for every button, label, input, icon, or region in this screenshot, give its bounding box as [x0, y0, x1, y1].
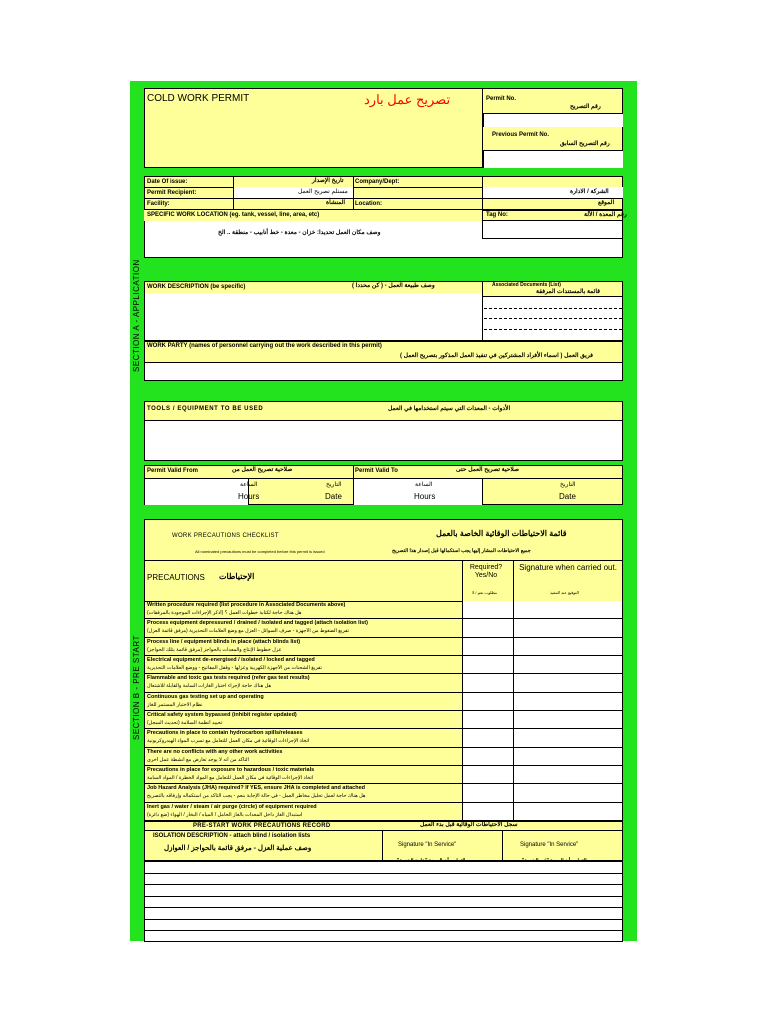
- precaution-text: Flammable and toxic gas tests required (refer gas test results): [147, 675, 310, 682]
- precaution-text: Precautions in place to contain hydrocarbon spills/releases: [147, 730, 303, 737]
- checklist-row: [144, 693, 623, 711]
- location-ar: الموقع: [598, 200, 615, 206]
- checklist-note-ar: جميع الاحتياطات المشار إليها يجب استكمالها قبل إصدار هذا التصريح: [392, 548, 531, 554]
- precaution-text: Written procedure required (list procedure in Associated Documents above): [147, 602, 346, 608]
- valid-from-ar: صلاحية تصريح العمل من: [232, 467, 293, 473]
- precautions-heading: PRECAUTIONS: [147, 573, 205, 582]
- date-1: Date: [325, 492, 342, 501]
- company-ar: الشركة / الادارة: [570, 189, 609, 195]
- section-b-label: SECTION B - PRE START: [132, 635, 141, 740]
- signature-cell[interactable]: [514, 619, 622, 636]
- record-title: PRE-START WORK PRECAUTIONS RECORD: [193, 823, 331, 829]
- precaution-text: Process line / equipment blinds in place (attach blinds list): [147, 638, 301, 645]
- precaution-text: Electrical equipment de-energised / isolated / locked and tagged: [147, 657, 315, 663]
- checklist-row: [144, 784, 623, 802]
- date-issue-label: Date Of issue:: [147, 179, 188, 185]
- required-cell[interactable]: [463, 711, 513, 728]
- assoc-docs-label: Associated Documents (List): [492, 282, 561, 288]
- title-ar: تصريح عمل بارد: [364, 92, 451, 107]
- precaution-text: Process equipment depressured / drained / isolated and tagged (attach isolation list): [147, 620, 368, 627]
- date-issue-ar: تاريخ الإصدار: [312, 178, 344, 184]
- required-cell[interactable]: [463, 656, 513, 673]
- company-label: Company/Dept:: [355, 179, 400, 185]
- prev-permit-ar: رقم التصريح السابق: [560, 141, 610, 147]
- record-line: [144, 907, 623, 908]
- work-description-label: WORK DESCRIPTION (be specific): [147, 284, 246, 290]
- tag-no-label: Tag No:: [486, 212, 508, 218]
- signature-cell[interactable]: [514, 748, 622, 765]
- record-title-ar: سجل الاحتياطات الوقائية قبل بدء العمل: [420, 822, 518, 828]
- location-label: Location:: [355, 201, 382, 207]
- signature-cell[interactable]: [514, 766, 622, 783]
- recipient-ar: مستلم تصريح العمل: [298, 189, 348, 195]
- valid-from-label: Permit Valid From: [147, 468, 199, 474]
- title-en: COLD WORK PERMIT: [147, 93, 250, 104]
- required-cell[interactable]: [463, 693, 513, 710]
- date-ar-1: التاريخ: [326, 482, 342, 488]
- work-party-label: WORK PARTY (names of personnel carrying out the work described in this permit): [147, 343, 382, 349]
- precaution-text-ar: هل هناك حاجة لعمل تحليل مخاطر العمل - في حالة الإجابة بنعم - يجب التأكد من استكماله وإرفاقه بالتصريح: [147, 793, 366, 800]
- record-line: [144, 919, 623, 920]
- precaution-text-ar: تفريغ الشحنات من الأجهزة الكهربية وعزلها - وقفل المفاتيح - ووضع العلامات التحذيرية: [147, 665, 322, 671]
- date-ar-2: التاريخ: [560, 482, 576, 488]
- prev-permit-label: Previous Permit No.: [492, 132, 550, 138]
- required-cell[interactable]: [463, 803, 513, 820]
- isolation-label: ISOLATION DESCRIPTION - attach blind / isolation lists: [153, 833, 311, 839]
- required-cell[interactable]: [463, 619, 513, 636]
- signature-cell[interactable]: [514, 729, 622, 746]
- required-cell[interactable]: [463, 784, 513, 801]
- signature-cell[interactable]: [514, 693, 622, 710]
- prev-permit-field[interactable]: [483, 150, 623, 168]
- specific-location-label: SPECIFIC WORK LOCATION (eg. tank, vessel, line, area, etc): [147, 212, 320, 218]
- required-cell[interactable]: [463, 748, 513, 765]
- precaution-text-ar: هل هناك حاجة لكتابة خطوات العمل ؟ (أذكر الإجراءات الموجودة بالمرفقات): [147, 610, 302, 616]
- recipient-label: Permit Recipient:: [147, 190, 197, 196]
- work-party-ar: فريق العمل ( اسماء الأفراد المشتركين في تنفيذ العمل المذكور بتصريح العمل ): [400, 353, 593, 359]
- signature-cell[interactable]: [514, 601, 622, 618]
- checklist-row: [144, 674, 623, 692]
- required-cell[interactable]: [463, 729, 513, 746]
- section-a-label: SECTION A - APPLICATION: [132, 259, 141, 372]
- permit-no-ar: رقم التصريح: [570, 104, 601, 110]
- signature-cell[interactable]: [514, 656, 622, 673]
- precaution-text-ar: اتخاذ الإجراءات الوقائية في مكان العمل للتعامل مع المواد الخطرة / المواد السامة: [147, 775, 314, 781]
- precaution-text: Precautions in place for exposure to hazardous / toxic materials: [147, 767, 315, 773]
- sig-in2-label: Signature "In Service": [520, 842, 579, 848]
- hour-ar-2: الساعة: [415, 482, 433, 488]
- checklist-row: [144, 748, 623, 766]
- checklist-row: [144, 803, 623, 821]
- signature-cell[interactable]: [514, 803, 622, 820]
- assoc-docs-ar: قائمة بالمستندات المرفقة: [536, 289, 601, 295]
- tools-label: TOOLS / EQUIPMENT TO BE USED: [147, 406, 264, 412]
- required-cell[interactable]: [463, 766, 513, 783]
- checklist-row: [144, 711, 623, 729]
- precaution-text-ar: التأكد من أنه لا يوجد تعارض مع أنشطة عمل أخرى: [147, 756, 249, 763]
- precaution-text-ar: تحييد أنظمة السلامة (تحديث السجل): [147, 720, 223, 726]
- checklist-row: [144, 729, 623, 747]
- precautions-heading-ar: الإحتياطات: [219, 572, 255, 581]
- signature-cell[interactable]: [514, 784, 622, 801]
- record-line: [144, 896, 623, 897]
- permit-no-field[interactable]: [483, 113, 623, 127]
- date-2: Date: [559, 492, 576, 501]
- precaution-text: Critical safety system bypassed (inhibit register updated): [147, 712, 297, 718]
- required-cell[interactable]: [463, 674, 513, 691]
- precaution-text-ar: هل هناك حاجة لإجراء اختبار الغازات السامة والقابلة للاشتعال: [147, 683, 272, 690]
- checklist-row: [144, 766, 623, 784]
- signature-heading: Signature when carried out.: [519, 563, 617, 572]
- isolation-ar: وصف عملية العزل - مرفق قائمة بالحواجز / العوازل: [164, 845, 312, 852]
- tools-ar: الأدوات - المعدات التي سيتم استخدامها في العمل: [388, 406, 511, 412]
- hours-1: Hours: [238, 492, 260, 501]
- required-cell[interactable]: [463, 638, 513, 655]
- required-heading: Required? Yes/No: [469, 564, 503, 579]
- checklist-row: [144, 601, 623, 619]
- precaution-text-ar: عزل خطوط الإنتاج والمعدات بالحواجز (مرفق قائمة بتلك الحواجز): [147, 646, 282, 653]
- required-heading-ar: مطلوب نعم / لا: [472, 590, 498, 595]
- precaution-text-ar: نظام الاختبار المستمر للغاز: [147, 701, 203, 708]
- precaution-text: Job Hazard Analysis (JHA) required? If YES, ensure JHA is completed and attached: [147, 785, 366, 792]
- signature-cell[interactable]: [514, 638, 622, 655]
- valid-to-ar: صلاحية تصريح العمل حتى: [456, 467, 520, 473]
- signature-heading-ar: التوقيع عند التنفيذ: [550, 590, 579, 595]
- record-line: [144, 930, 623, 931]
- checklist-title-ar: قائمة الاحتياطات الوقائية الخاصة بالعمل: [436, 529, 567, 538]
- facility-label: Facility:: [147, 201, 170, 207]
- hour-ar-1: الساعة: [240, 482, 258, 488]
- record-line: [144, 884, 623, 885]
- work-description-ar: وصف طبيعة العمل - ( كن محددا ): [352, 283, 435, 289]
- tag-no-ar: رقم المعدة / الآلة: [584, 212, 627, 218]
- required-cell[interactable]: [463, 601, 513, 618]
- signature-cell[interactable]: [514, 674, 622, 691]
- facility-ar: المنشأة: [326, 200, 346, 206]
- checklist-title: WORK PRECAUTIONS CHECKLIST: [172, 533, 279, 539]
- checklist-row: [144, 638, 623, 656]
- signature-cell[interactable]: [514, 711, 622, 728]
- record-line: [144, 873, 623, 874]
- hours-2: Hours: [414, 492, 436, 501]
- precaution-text: Inert gas / water / steam / air purge (circle) of equipment required: [147, 803, 317, 810]
- precaution-text-ar: اتخاذ الإجراءات الوقائية في مكان العمل للتعامل مع تسرب المواد الهيدروكربونية: [147, 738, 310, 745]
- checklist-note: All nominated precautions must be completed before this permit is issued: [195, 549, 325, 554]
- precaution-text-ar: استبدال الغاز داخل المعدات بالغاز الخامل / المياه / البخار / الهواء (ضع دائرة): [147, 811, 303, 818]
- permit-no-label: Permit No.: [486, 96, 517, 102]
- checklist-row: [144, 619, 623, 637]
- precaution-text-ar: تفريغ الضغوط من الأجهزة - صرف السوائل - العزل مع وضع العلامات التحذيرية (مرفق قائمة العزل): [147, 628, 349, 635]
- precaution-text: There are no conflicts with any other work activities: [147, 748, 283, 755]
- sig-in-label: Signature "In Service": [398, 842, 457, 848]
- specific-location-ar: وصف مكان العمل تحديدا: خزان - معدة - خط أنابيب - منطقة .. الخ: [218, 230, 381, 236]
- precaution-text: Continuous gas testing set up and operating: [147, 693, 264, 700]
- checklist-row: [144, 656, 623, 674]
- valid-to-label: Permit Valid To: [355, 468, 398, 474]
